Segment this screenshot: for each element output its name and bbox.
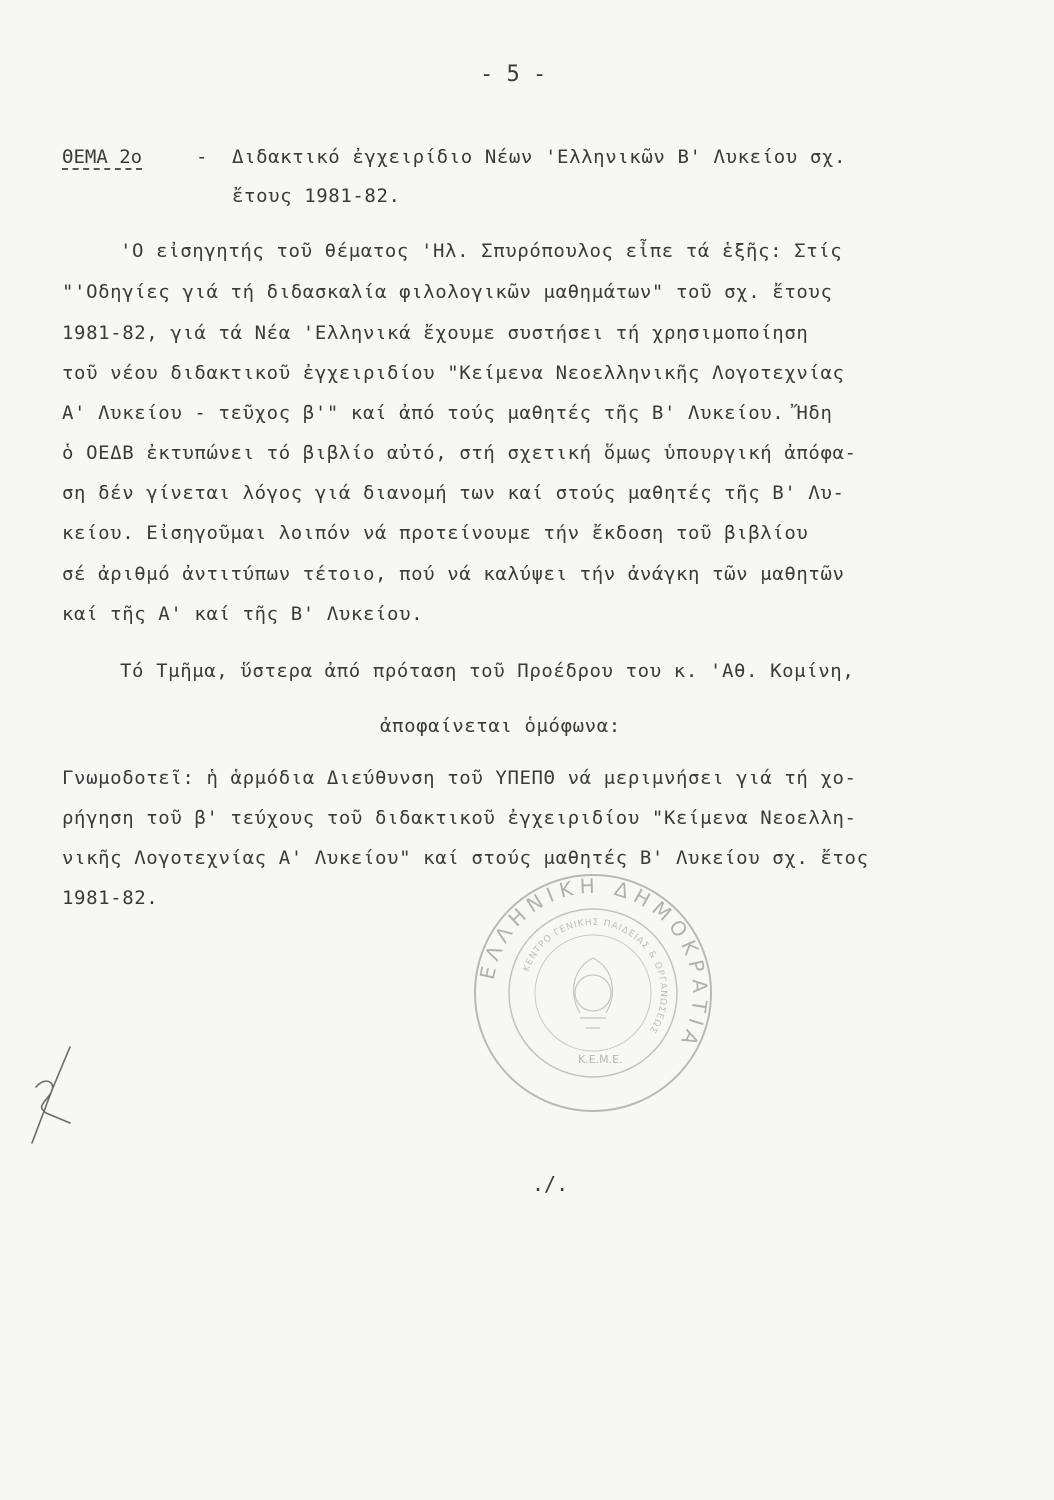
opinion-line-2: ρήγηση τοῦ β' τεύχους τοῦ διδακτικοῦ ἐγχειριδίου "Κείμενα Νεοελλη- xyxy=(62,807,857,829)
paragraph1-line-9: σέ ἀριθμό ἀντιτύπων τέτοιο, πού νά καλύψει τήν ἀνάγκη τῶν μαθητῶν xyxy=(62,563,845,585)
paragraph1-line-5: Α' Λυκείου - τεῦχος β'" καί ἀπό τούς μαθητές τῆς Β' Λυκείου. Ἤδη xyxy=(62,402,833,424)
stamp-outer-text: ΕΛΛΗΝΙΚΗ ΔΗΜΟΚΡΑΤΙΑ xyxy=(474,873,713,1055)
topic-title-line-1: Διδακτικό ἐγχειρίδιο Νέων 'Ελληνικῶν Β' Λυκείου σχ. xyxy=(232,146,846,168)
topic-title-line-2: ἔτους 1981-82. xyxy=(232,185,401,207)
topic-label xyxy=(62,146,142,170)
paragraph1-line-6: ὁ ΟΕΔΒ ἐκτυπώνει τό βιβλίο αὐτό, στή σχετική ὅμως ὑπουργική ἀπόφα- xyxy=(62,442,857,464)
topic-dash: - xyxy=(196,146,208,168)
paragraph2: Τό Τμῆμα, ὕστερα ἀπό πρόταση τοῦ Προέδρου του κ. 'Αθ. Κομίνη, xyxy=(120,660,855,682)
paragraph1-line-1: 'Ο εἰσηγητής τοῦ θέματος 'Ηλ. Σπυρόπουλος εἶπε τά ἑξῆς: Στίς xyxy=(120,240,843,262)
paragraph1-line-8: κείου. Εἰσηγοῦμαι λοιπόν νά προτείνουμε τήν ἔκδοση τοῦ βιβλίου xyxy=(62,522,809,544)
topic-label-text: ΘΕΜΑ 2ο xyxy=(62,146,143,168)
official-seal-stamp xyxy=(468,868,718,1118)
paragraph1-line-7: ση δέν γίνεται λόγος γιά διανομή των καί στούς μαθητές τῆς Β' Λυ- xyxy=(62,482,845,504)
stamp-inner-text: ΚΕΝΤΡΟ ΓΕΝΙΚΗΣ ΠΑΙΔΕΙΑΣ & ΟΡΓΑΝΩΣΕΩΣ xyxy=(521,917,669,1036)
opinion-line-4: 1981-82. xyxy=(62,887,159,909)
end-mark: ./. xyxy=(532,1172,569,1196)
decision-line: ἀποφαίνεται ὁμόφωνα: xyxy=(380,715,621,737)
opinion-line-1: Γνωμοδοτεῖ: ἡ ἁρμόδια Διεύθυνση τοῦ ΥΠΕΠΘ νά μεριμνήσει γιά τή χο- xyxy=(62,767,857,789)
stamp-bottom-text: Κ.Ε.Μ.Ε. xyxy=(578,1053,623,1066)
paragraph1-line-4: τοῦ νέου διδακτικοῦ ἐγχειριδίου "Κείμενα Νεοελληνικῆς Λογοτεχνίας xyxy=(62,362,845,384)
paragraph1-line-10: καί τῆς Α' καί τῆς Β' Λυκείου. xyxy=(62,603,424,625)
handwritten-initial-signature xyxy=(12,1035,82,1155)
opinion-line-3: νικῆς Λογοτεχνίας Α' Λυκείου" καί στούς μαθητές Β' Λυκείου σχ. ἔτος xyxy=(62,847,869,869)
page-number: - 5 - xyxy=(480,62,547,87)
paragraph1-line-2: "'Οδηγίες γιά τή διδασκαλία φιλολογικῶν μαθημάτων" τοῦ σχ. ἔτους xyxy=(62,281,833,303)
paragraph1-line-3: 1981-82, γιά τά Νέα 'Ελληνικά ἔχουμε συστήσει τή χρησιμοποίηση xyxy=(62,322,809,344)
